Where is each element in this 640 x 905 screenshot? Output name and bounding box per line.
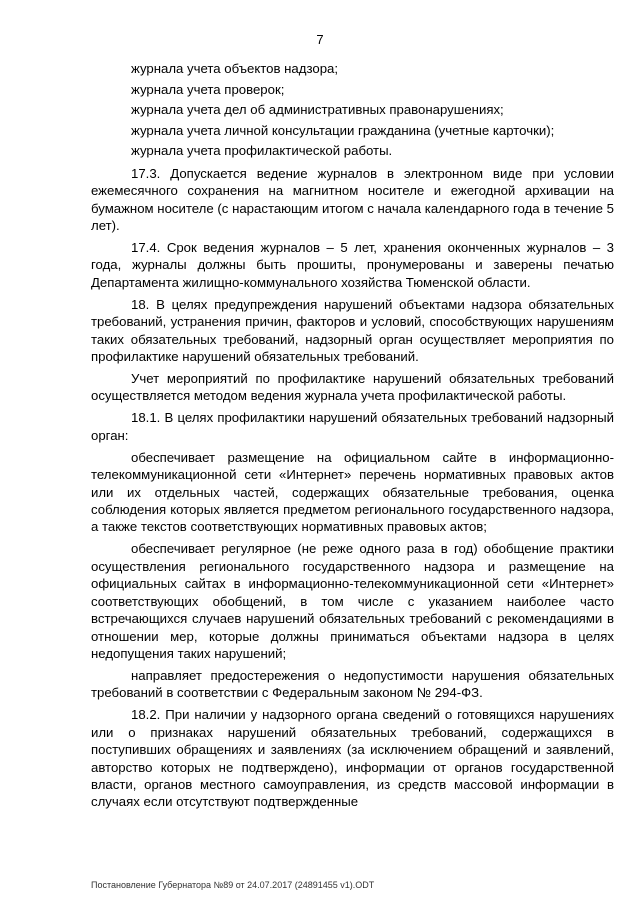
document-body: [91, 60, 614, 815]
list-item: журнала учета дел об административных правонарушениях;: [131, 102, 504, 118]
paragraph-18: 18. В целях предупреждения нарушений объектами надзора обязательных требований, устранения причин, факторов и условий, способствующих нарушениям таких обязательных требований, надзорный орган осуществляет мероприятия по профилактике нарушений обязательных требований.: [91, 296, 614, 365]
paragraph-generalization: обеспечивает регулярное (не реже одного раза в год) обобщение практики осуществления регионального государственного надзора и размещение на официальных сайтах в информационно-телекоммуникационной сети «Интернет» соответствующих обобщений, в том числе с указанием наиболее часто встречающихся случаев нарушений обязательных требований с рекомендациями в отношении мер, которые должны приниматься объектами надзора в целях недопущения таких нарушений;: [91, 541, 614, 661]
paragraph-17-3: 17.3. Допускается ведение журналов в электронном виде при условии ежемесячного сохранения на магнитном носителе и ежегодной архивации на бумажном носителе (с нарастающим итогом с начала календарного года в течение 5 лет).: [91, 165, 614, 233]
paragraph-18-2: 18.2. При наличии у надзорного органа сведений о готовящихся нарушениях или о признаках нарушений обязательных требований, содержащихся в поступивших обращениях и заявлениях (за исключением обращений и заявлений, авторство которых не подтверждено), информации от органов государственной власти, органов местного самоуправления, из средств массовой информации в случаях если отсутствуют подтвержденные: [91, 707, 614, 810]
page-number: 7: [316, 32, 324, 47]
list-item: журнала учета профилактической работы.: [131, 143, 393, 159]
paragraph-17-4: 17.4. Срок ведения журналов – 5 лет, хранения оконченных журналов – 3 года, журналы должны быть прошиты, пронумерованы и заверены печатью Департамента жилищно-коммунального хозяйства Тюменской области.: [91, 240, 614, 290]
paragraph-warnings: направляет предостережения о недопустимости нарушения обязательных требований в соответствии с Федеральным законом № 294-ФЗ.: [91, 667, 614, 701]
list-item: журнала учета личной консультации гражданина (учетные карточки);: [131, 122, 555, 138]
list-item: журнала учета объектов надзора;: [131, 61, 339, 76]
paragraph-accounting: Учет мероприятий по профилактике нарушений обязательных требований осуществляется методом ведения журнала учета профилактической работы.: [91, 371, 614, 404]
paragraph-18-1: 18.1. В целях профилактики нарушений обязательных требований надзорный орган:: [91, 410, 614, 443]
list-item: журнала учета проверок;: [131, 81, 285, 97]
paragraph-publication: обеспечивает размещение на официальном сайте в информационно-телекоммуникационной сети «Интернет» перечень нормативных правовых актов или их отдельных частей, содержащих обязательные требования, оценка соблюдения которых является предметом регионального государственного надзора, а также текстов соответствующих нормативных правовых актов;: [91, 449, 614, 535]
document-footer: Постановление Губернатора №89 от 24.07.2017 (24891455 v1).ODT: [91, 880, 375, 890]
